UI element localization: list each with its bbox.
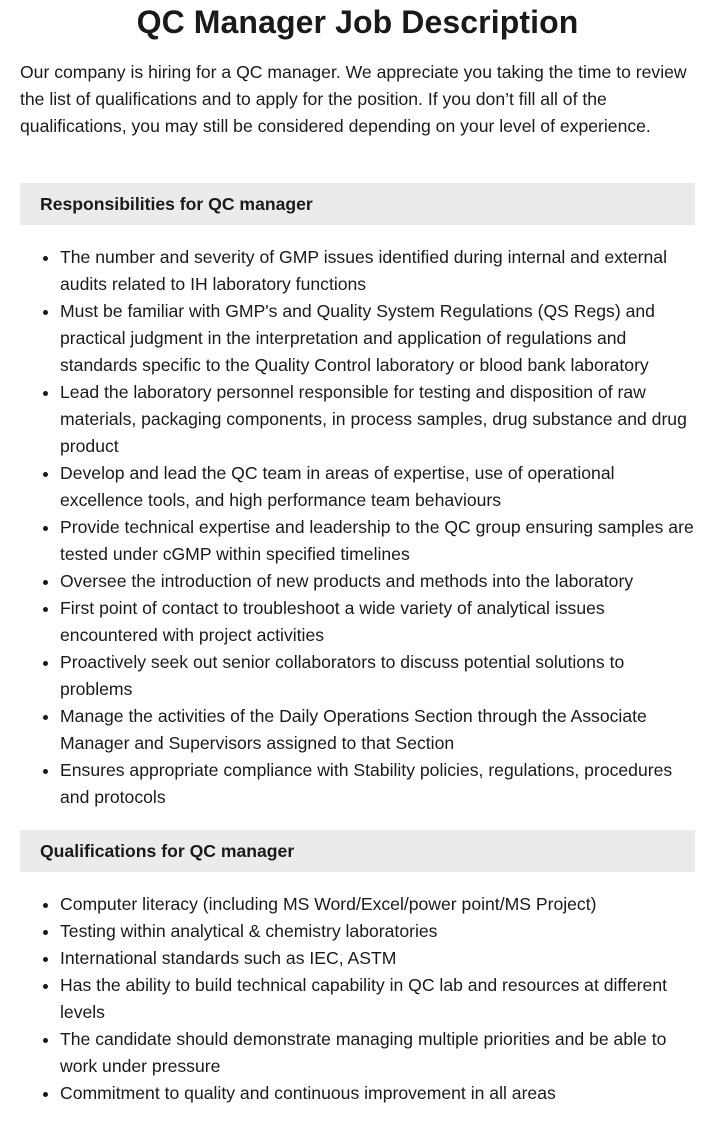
list-item: • Develop and lead the QC team in areas of expertise, use of operational excellence tools, and high performance team behaviours — [60, 460, 695, 514]
list-item: • Commitment to quality and continuous improvement in all areas — [60, 1080, 695, 1107]
list-item: • International standards such as IEC, ASTM — [60, 945, 695, 972]
list-item: • First point of contact to troubleshoot a wide variety of analytical issues encountered with project activities — [60, 595, 695, 649]
list-item: • Ensures appropriate compliance with Stability policies, regulations, procedures and protocols — [60, 757, 695, 811]
list-item: • Provide technical expertise and leadership to the QC group ensuring samples are tested under cGMP within specified timelines — [60, 514, 695, 568]
list-item: • Must be familiar with GMP's and Quality System Regulations (QS Regs) and practical judgment in the interpretation and application of regulations and standards specific to the Quality Control laboratory or blood bank laboratory — [60, 298, 695, 379]
qualifications-list — [20, 891, 695, 1107]
list-item: • The candidate should demonstrate managing multiple priorities and be able to work under pressure — [60, 1026, 695, 1080]
list-item: • Lead the laboratory personnel responsible for testing and disposition of raw materials, packaging components, in process samples, drug substance and drug product — [60, 379, 695, 460]
list-item: • Proactively seek out senior collaborators to discuss potential solutions to problems — [60, 649, 695, 703]
list-item: • Oversee the introduction of new products and methods into the laboratory — [60, 568, 695, 595]
page-title: QC Manager Job Description — [136, 4, 579, 40]
list-item: • The number and severity of GMP issues identified during internal and external audits related to IH laboratory functions — [60, 244, 695, 298]
list-item: • Has the ability to build technical capability in QC lab and resources at different levels — [60, 972, 695, 1026]
intro-paragraph: Our company is hiring for a QC manager. We appreciate you taking the time to review the list of qualifications and to apply for the position. If you don’t fill all of the qualifications, you may still be considered depending on your level of experience. — [20, 62, 687, 136]
responsibilities-list — [20, 244, 695, 811]
list-item: • Computer literacy (including MS Word/Excel/power point/MS Project) — [60, 891, 695, 918]
responsibilities-heading: Responsibilities for QC manager — [20, 183, 695, 225]
list-item: • Testing within analytical & chemistry laboratories — [60, 918, 695, 945]
qualifications-heading: Qualifications for QC manager — [20, 830, 695, 872]
list-item: • Manage the activities of the Daily Operations Section through the Associate Manager and Supervisors assigned to that Section — [60, 703, 695, 757]
